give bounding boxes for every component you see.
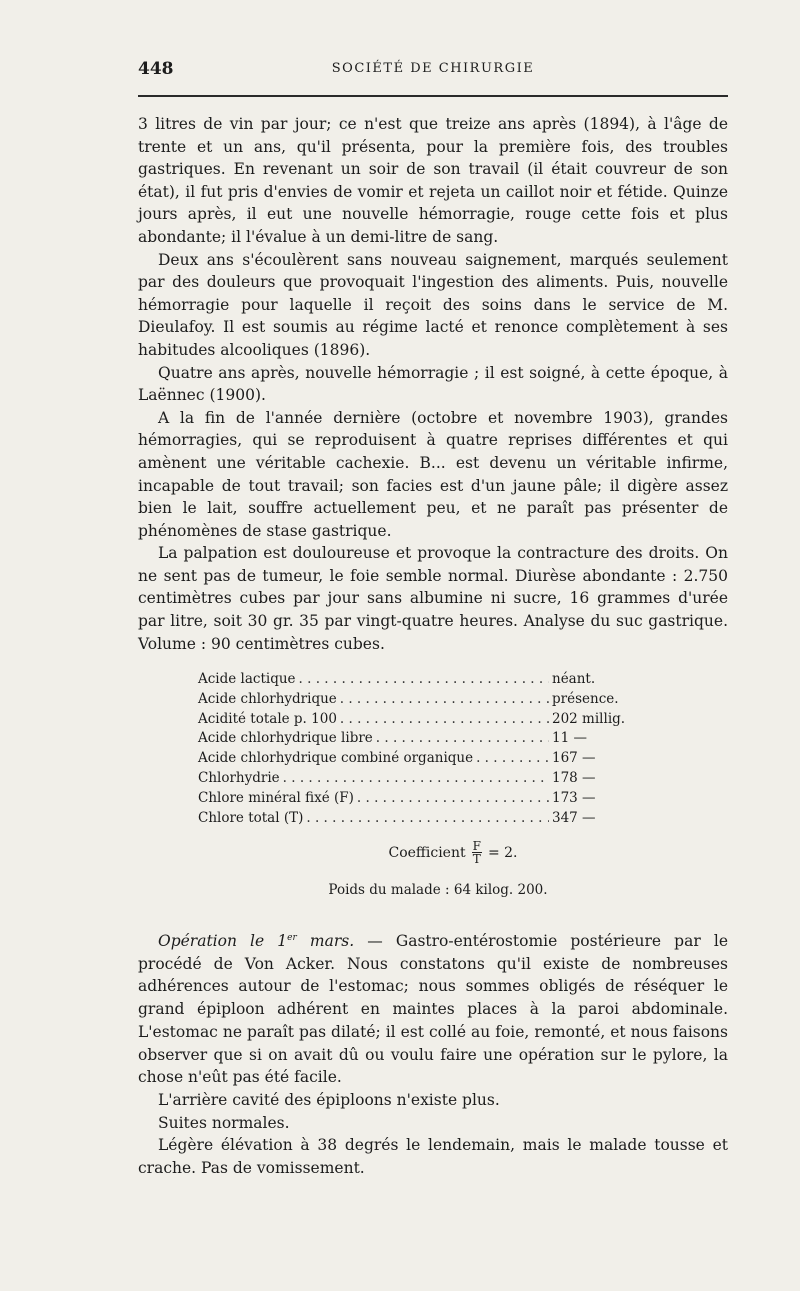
analysis-value: 202 millig. — [552, 710, 626, 727]
operation-paragraph — [138, 930, 728, 1089]
dot-leader — [340, 710, 549, 730]
dot-leader — [340, 690, 549, 710]
operation-date-b: mars. — [296, 932, 355, 950]
analysis-label: Acide lactique — [198, 671, 296, 687]
header-rule — [138, 95, 728, 97]
dot-leader — [376, 729, 549, 749]
paragraph: 3 litres de vin par jour; ce n'est que treize ans après (1894), à l'âge de trente et un ans, qu'il présenta, pour la première fois, des troubles gastriques. En revenant un soir de son travail (il était couvreur de son état), il fut pris d'envies de vomir et rejeta un caillot noir et fétide. Quinze jours après, il eut une nouvelle hémorragie, rouge cette fois et plus abondante; il l'évalue à un demi-litre de sang. — [138, 115, 728, 246]
analysis-value: 178 — — [552, 769, 596, 786]
dot-leader — [357, 789, 549, 809]
analysis-row — [198, 670, 658, 690]
paragraph: Deux ans s'écoulèrent sans nouveau saignement, marqués seulement par des douleurs que provoquait l'ingestion des aliments. Puis, nouvelle hémorragie pour laquelle il reçoit des soins dans le service de M. Dieulafoy. Il est soumis au régime lacté et renonce complètement à ses habitudes alcooliques (1896). — [138, 250, 728, 359]
fraction — [472, 840, 482, 865]
running-head: SOCIÉTÉ DE CHIRURGIE — [331, 61, 535, 76]
analysis-row — [198, 769, 658, 789]
analysis-row — [198, 809, 658, 829]
coefficient-formula — [138, 840, 728, 865]
dot-leader — [299, 670, 549, 690]
followup-paragraph: Légère élévation à 38 degrés le lendemain, mais le malade tousse et crache. Pas de vomissement. — [138, 1136, 728, 1178]
page-header — [138, 55, 728, 85]
analysis-row — [198, 789, 658, 809]
dot-leader — [306, 809, 549, 829]
dot-leader — [283, 769, 549, 789]
gastric-analysis-table — [198, 670, 658, 828]
operation-description: — Gastro-entérostomie postérieure par le procédé de Von Acker. Nous constatons qu'il existe de nombreuses adhérences autour de l'estomac; nous sommes obligés de réséquer le grand épiploon adhérent en maintes places à la paroi abdominale. L'estomac ne paraît pas dilaté; il est collé au foie, remonté, et nous faisons observer que si on avait dû ou voulu faire une opération sur le pylore, la chose n'eût pas été facile. — [138, 932, 728, 1087]
paragraph: La palpation est douloureuse et provoque la contracture des droits. On ne sent pas de tumeur, le foie semble normal. Diurèse abondante : 2.750 centimètres cubes par jour sans albumine ni sucre, 16 grammes d'urée par litre, soit 30 gr. 35 par vingt-quatre heures. Analyse du suc gastrique. Volume : 90 centimètres cubes. — [138, 544, 728, 653]
patient-weight: Poids du malade : 64 kilog. 200. — [328, 882, 548, 898]
coefficient-label: Coefficient — [388, 844, 466, 861]
case-history-text — [138, 113, 728, 655]
dot-leader — [476, 749, 549, 769]
analysis-value: présence. — [552, 690, 619, 707]
analysis-value: 167 — — [552, 750, 596, 767]
paragraph: A la fin de l'année dernière (octobre et novembre 1903), grandes hémorragies, qui se reproduisent à quatre reprises différentes et qui amènent une véritable cachexie. B... est devenu un véritable infirme, incapable de tout travail; son facies est d'un jaune pâle; il digère assez bien le lait, souffre actuellement peu, et ne paraît pas présenter de phénomènes de stase gastrique. — [138, 408, 728, 540]
analysis-row — [198, 710, 658, 730]
analysis-row — [198, 729, 658, 749]
fraction-numerator: F — [472, 839, 481, 853]
analysis-label: Acidité totale p. 100 — [198, 710, 337, 727]
analysis-label: Acide chlorhydrique combiné organique — [198, 750, 474, 767]
analysis-row — [198, 690, 658, 710]
analysis-label: Chlore minéral fixé (F) — [198, 789, 354, 806]
analysis-label: Chlore total (T) — [198, 809, 304, 826]
analysis-value: 11 — — [552, 730, 587, 747]
fraction-denominator: T — [472, 852, 481, 866]
analysis-label: Chlorhydrie — [198, 769, 280, 786]
paragraph: Quatre ans après, nouvelle hémorragie ; il est soigné, à cette époque, à Laënnec (1900). — [138, 363, 728, 405]
followup-paragraph: L'arrière cavité des épiploons n'existe plus. — [158, 1090, 500, 1109]
followup-paragraph: Suites normales. — [158, 1113, 290, 1132]
analysis-row — [198, 749, 658, 769]
analysis-value: 173 — — [552, 789, 596, 806]
operation-date-a: Opération le 1 — [158, 932, 288, 950]
analysis-value: 347 — — [552, 809, 596, 826]
operation-report — [138, 930, 728, 1180]
operation-date-sup: er — [287, 932, 297, 943]
analysis-label: Acide chlorhydrique libre — [198, 730, 373, 747]
analysis-value: néant. — [552, 671, 596, 687]
page-number: 448 — [138, 59, 174, 79]
analysis-label: Acide chlorhydrique — [198, 690, 337, 707]
coefficient-result: = 2. — [487, 844, 518, 861]
